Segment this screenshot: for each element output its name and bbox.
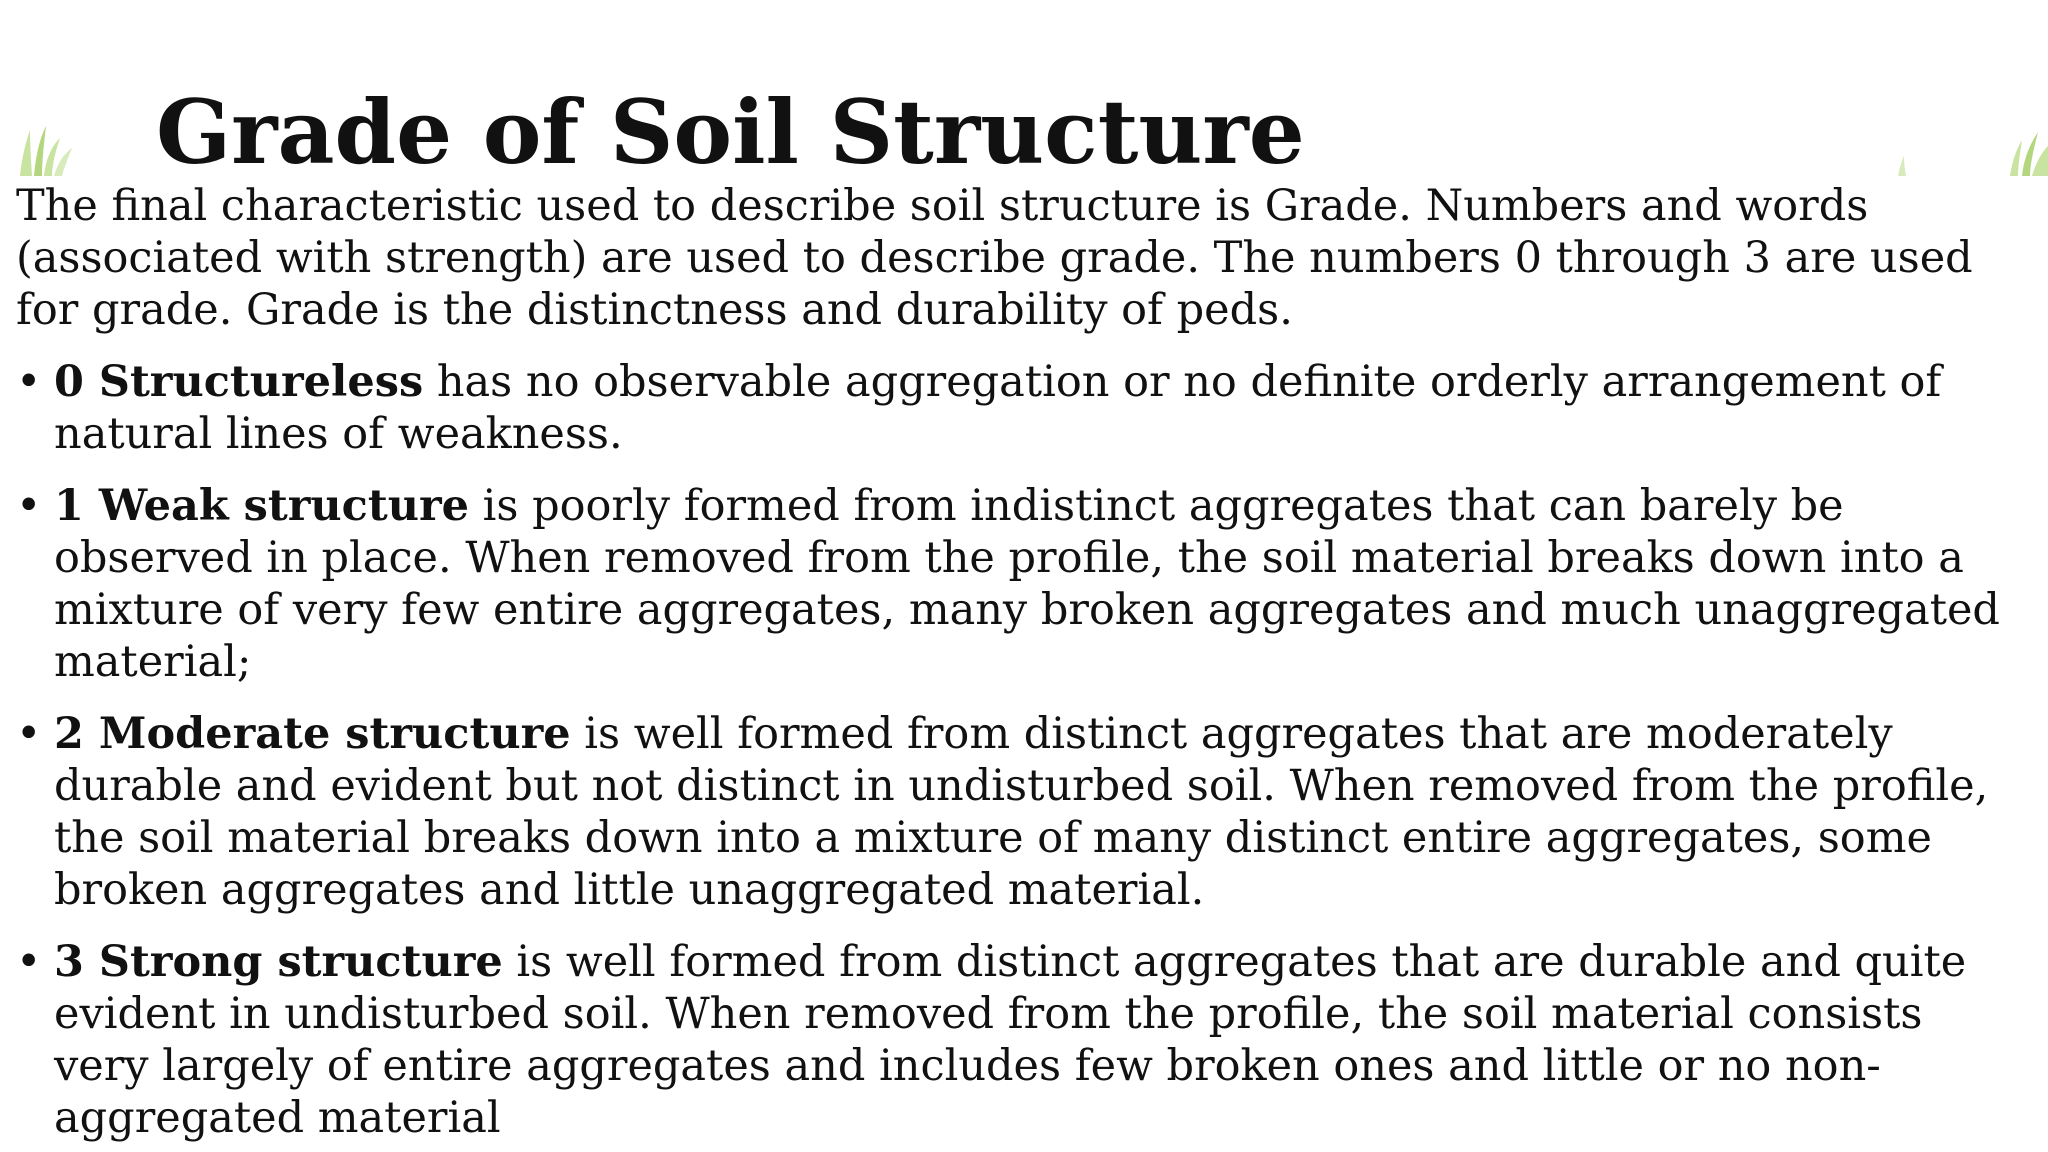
bullet-marker: • — [16, 481, 42, 531]
list-item — [16, 936, 2026, 1144]
slide-title: Grade of Soil Structure — [156, 80, 1305, 184]
grade-term: 1 Weak structure — [54, 481, 469, 531]
grade-description: is well formed from distinct aggregates that are moderately durable and evident but not distinct in undisturbed soil. When removed from the profile, the soil material breaks down into a mixture of many distinct entire aggregates, some broken aggregates and little unaggregated material. — [54, 709, 1989, 915]
grade-term: 0 Structureless — [54, 357, 424, 407]
bullet-marker: • — [16, 357, 42, 407]
list-item — [16, 480, 2026, 688]
grade-list — [16, 356, 2026, 1144]
grade-description: is well formed from distinct aggregates that are durable and quite evident in undisturbed soil. When removed from the profile, the soil material consists very largely of entire aggregates and includes few broken ones and little or no non-aggregated material — [54, 937, 1967, 1143]
grade-description: has no observable aggregation or no definite orderly arrangement of natural lines of weakness. — [54, 357, 1942, 459]
slide-body — [16, 180, 2026, 1152]
bullet-marker: • — [16, 709, 42, 759]
intro-paragraph: The final characteristic used to describe soil structure is Grade. Numbers and words (associated with strength) are used to describe grade. The numbers 0 through 3 are used for grade. Grade is the distinctness and durability of peds. — [16, 181, 1973, 335]
grass-decoration-right — [1898, 118, 2048, 176]
list-item — [16, 708, 2026, 916]
grade-description: is poorly formed from indistinct aggregates that can barely be observed in place. When removed from the profile, the soil material breaks down into a mixture of very few entire aggregates, many broken aggregates and much unaggregated material; — [54, 481, 2000, 687]
grade-term: 2 Moderate structure — [54, 709, 571, 759]
bullet-marker: • — [16, 937, 42, 987]
grade-term: 3 Strong structure — [54, 937, 503, 987]
grass-decoration-left — [0, 118, 90, 176]
list-item — [16, 356, 2026, 460]
